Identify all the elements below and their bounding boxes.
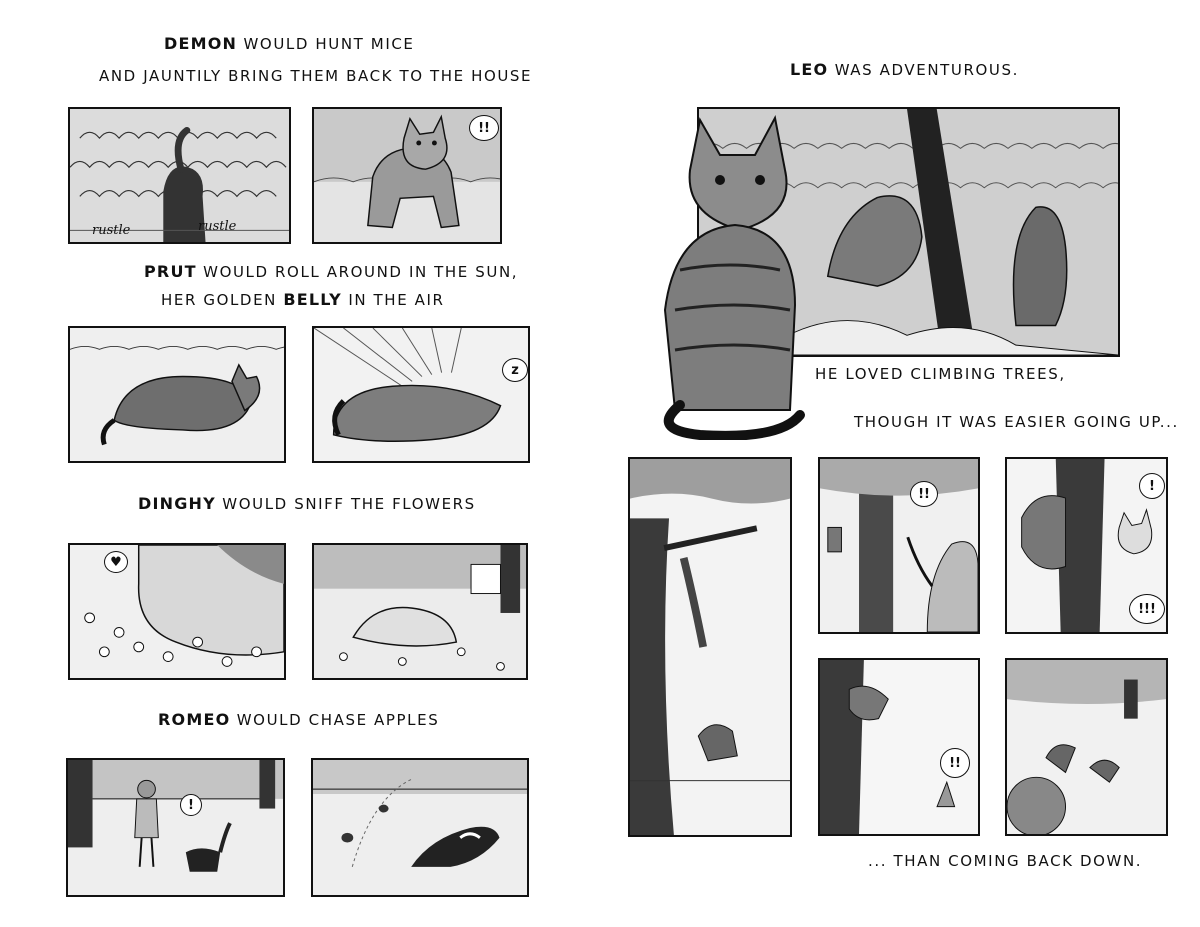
leo-panel-landing	[1005, 658, 1168, 836]
caption-climbing-trees: HE LOVED CLIMBING TREES,	[815, 365, 1066, 383]
cat-landing-illustration	[1007, 660, 1166, 834]
romeo-panel-owner	[66, 758, 285, 897]
sfx-rustle-2: rustle	[198, 219, 237, 234]
demon-caption-line2: AND JAUNTILY BRING THEM BACK TO THE HOUSE	[99, 67, 533, 85]
leo-panel-tall-tree	[628, 457, 792, 837]
cat-chasing-apple-illustration	[313, 760, 527, 895]
cat-rolling-illustration	[314, 328, 528, 461]
demon-panel-cat-with-mouse	[312, 107, 502, 244]
speech-bubble-panel5: !!	[940, 748, 970, 778]
leo-seated-cat	[620, 110, 820, 440]
leo-panel-cat-stuck	[1005, 457, 1168, 634]
prut-name: PRUT	[144, 262, 197, 281]
dinghy-panel-garden	[312, 543, 528, 680]
speech-bubble-panel3a: !	[1139, 473, 1165, 499]
cat-falling-from-tree-illustration	[630, 459, 790, 835]
garden-illustration	[314, 545, 526, 678]
prut-belly: BELLY	[283, 290, 342, 309]
leo-panel-owner-notices	[818, 457, 980, 634]
dinghy-caption-text: WOULD SNIFF THE FLOWERS	[215, 495, 476, 513]
dinghy-caption	[138, 494, 476, 513]
prut-caption-line2	[161, 290, 445, 309]
owner-and-cat-illustration	[68, 760, 283, 895]
speech-bubble-exclaim: !!	[469, 115, 499, 141]
prut-caption-line1	[144, 262, 518, 281]
caption-coming-down: ... THAN COMING BACK DOWN.	[868, 852, 1143, 870]
caption-going-up: THOUGH IT WAS EASIER GOING UP...	[854, 413, 1179, 431]
leo-panel-cat-falls	[818, 658, 980, 836]
speech-bubble-sleep: z	[502, 358, 528, 382]
romeo-caption-text: WOULD CHASE APPLES	[230, 711, 440, 729]
prut-panel-lying	[68, 326, 286, 463]
romeo-name: ROMEO	[158, 710, 231, 729]
leo-name: LEO	[790, 60, 829, 79]
owner-looking-up-illustration	[820, 459, 978, 632]
sfx-rustle-1: rustle	[92, 223, 131, 238]
speech-bubble-heart: ♥	[104, 551, 128, 573]
romeo-caption	[158, 710, 439, 729]
romeo-panel-chase	[311, 758, 529, 897]
demon-caption-text: WOULD HUNT MICE	[237, 35, 415, 53]
leo-caption-text: WAS ADVENTUROUS.	[828, 61, 1020, 79]
speech-bubble-panel2: !!	[910, 481, 938, 507]
cat-sniffing-illustration	[70, 545, 284, 678]
dinghy-name: DINGHY	[138, 494, 216, 513]
demon-name: DEMON	[164, 34, 238, 53]
prut-caption-text: WOULD ROLL AROUND IN THE SUN,	[196, 263, 519, 281]
dinghy-panel-closeup	[68, 543, 286, 680]
cat-lying-illustration	[70, 328, 284, 461]
prut-panel-rolling	[312, 326, 530, 463]
prut-caption-text-a: HER GOLDEN	[161, 291, 284, 309]
demon-caption-line1	[164, 34, 415, 53]
right-page	[600, 0, 1200, 927]
cat-on-branch-illustration	[820, 660, 978, 834]
speech-bubble-panel3b: !!!	[1129, 594, 1165, 624]
leo-caption	[790, 60, 1019, 79]
speech-bubble-exclaim-romeo: !	[180, 794, 202, 816]
prut-caption-text-b: IN THE AIR	[341, 291, 445, 309]
demon-panel-bush	[68, 107, 291, 244]
